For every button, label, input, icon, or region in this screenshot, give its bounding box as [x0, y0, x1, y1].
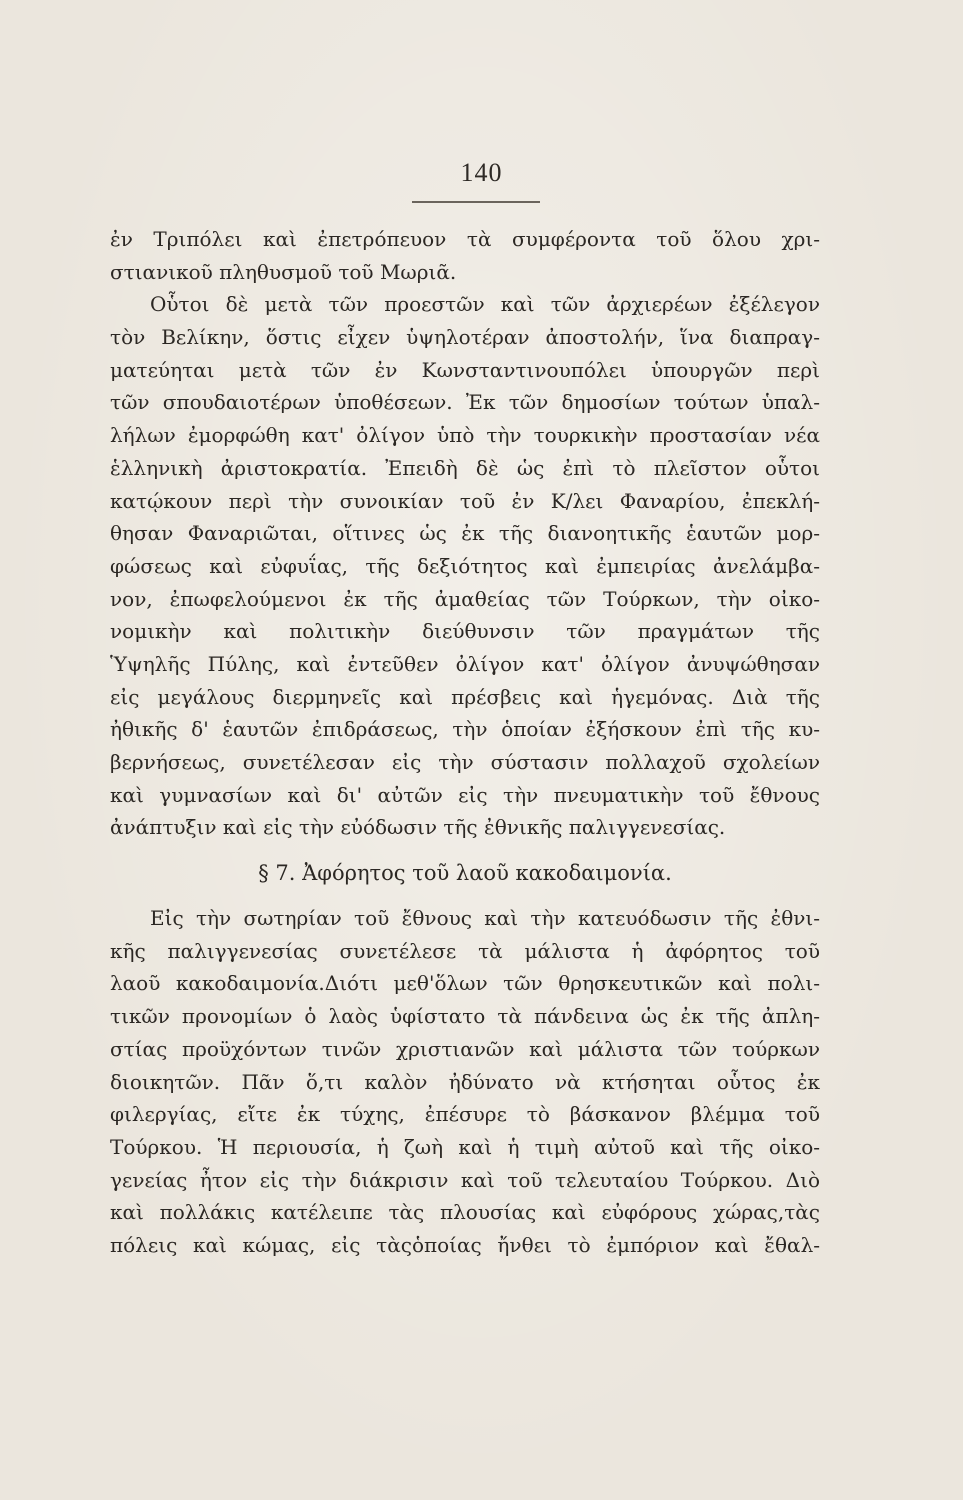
text-line: στίας προϋχόντων τινῶν χριστιανῶν καὶ μάλιστα τῶν τούρκων — [110, 1036, 820, 1061]
text-line: Εἰς τὴν σωτηρίαν τοῦ ἔθνους καὶ τὴν κατευόδωσιν τῆς ἐθνι- — [150, 906, 820, 931]
text-line: εἰς μεγάλους διερμηνεῖς καὶ πρέσβεις καὶ ἡγεμόνας. Διὰ τῆς — [110, 684, 820, 709]
text-line: διοικητῶν. Πᾶν ὅ,τι καλὸν ἠδύνατο νὰ κτήσηται οὗτος ἐκ — [110, 1069, 820, 1094]
text-line: Ὑψηλῆς Πύλης, καὶ ἐντεῦθεν ὀλίγον κατ' ὀλίγον ἀνυψώθησαν — [110, 651, 820, 676]
header-rule — [412, 201, 540, 203]
text-line: νομικὴν καὶ πολιτικὴν διεύθυνσιν τῶν πραγμάτων τῆς — [110, 619, 820, 644]
body-text — [110, 223, 820, 1262]
text-line: τικῶν προνομίων ὁ λαὸς ὑφίστατο τὰ πάνδεινα ὡς ἐκ τῆς ἀπλη- — [110, 1004, 820, 1029]
text-line: τὸν Βελίκην, ὅστις εἶχεν ὑψηλοτέραν ἀποστολήν, ἵνα διαπραγ- — [110, 325, 820, 350]
text-line: ἠθικῆς δ' ἑαυτῶν ἐπιδράσεως, τὴν ὁποίαν ἐξήσκουν ἐπὶ τῆς κυ- — [110, 717, 820, 742]
text-line: φιλεργίας, εἴτε ἐκ τύχης, ἐπέσυρε τὸ βάσκανον βλέμμα τοῦ — [110, 1102, 820, 1127]
text-line: στιανικοῦ πληθυσμοῦ τοῦ Μωριᾶ. — [110, 259, 457, 284]
text-line: λήλων ἐμορφώθη κατ' ὀλίγον ὑπὸ τὴν τουρκικὴν προστασίαν νέα — [110, 423, 820, 448]
text-line: καὶ γυμνασίων καὶ δι' αὐτῶν εἰς τὴν πνευματικὴν τοῦ ἔθνους — [110, 782, 820, 807]
text-line: καὶ πολλάκις κατέλειπε τὰς πλουσίας καὶ εὐφόρους χώρας,τὰς — [110, 1200, 820, 1225]
text-line: λαοῦ κακοδαιμονία.Διότι μεθ'ὅλων τῶν θρησκευτικῶν καὶ πολι- — [110, 971, 820, 996]
section-heading: § 7. Ἀφόρητος τοῦ λαοῦ κακοδαιμονία. — [258, 861, 672, 886]
text-line: κῆς παλιγγενεσίας συνετέλεσε τὰ μάλιστα ἡ ἀφόρητος τοῦ — [110, 938, 820, 963]
text-line: ματεύηται μετὰ τῶν ἐν Κωνσταντινουπόλει ὑπουργῶν περὶ — [110, 357, 820, 382]
text-line: βερνήσεως, συνετέλεσαν εἰς τὴν σύστασιν πολλαχοῦ σχολείων — [110, 750, 820, 774]
text-line: νον, ἐπωφελούμενοι ἐκ τῆς ἀμαθείας τῶν Τούρκων, τὴν οἰκο- — [110, 586, 820, 611]
text-line: κατῴκουν περὶ τὴν συνοικίαν τοῦ ἐν Κ/λει Φαναρίου, ἐπεκλή- — [110, 488, 820, 513]
text-line: πόλεις καὶ κώμας, εἰς τὰςὁποίας ἤνθει τὸ ἐμπόριον καὶ ἔθαλ- — [110, 1232, 820, 1257]
text-line: Τούρκου. Ἡ περιουσία, ἡ ζωὴ καὶ ἡ τιμὴ αὐτοῦ καὶ τῆς οἰκο- — [110, 1134, 820, 1159]
text-line: ἑλληνικὴ ἀριστοκρατία. Ἐπειδὴ δὲ ὡς ἐπὶ τὸ πλεῖστον οὗτοι — [110, 455, 820, 480]
page-number: 140 — [460, 158, 503, 187]
text-line: ἐν Τριπόλει καὶ ἐπετρόπευον τὰ συμφέροντα τοῦ ὅλου χρι- — [110, 227, 820, 251]
text-line: θησαν Φαναριῶται, οἵτινες ὡς ἐκ τῆς διανοητικῆς ἑαυτῶν μορ- — [110, 521, 820, 546]
text-line: γενείας ἦτον εἰς τὴν διάκρισιν καὶ τοῦ τελευταίου Τούρκου. Διὸ — [110, 1167, 820, 1192]
text-line: Οὗτοι δὲ μετὰ τῶν προεστῶν καὶ τῶν ἀρχιερέων ἐξέλεγον — [150, 292, 820, 317]
text-line: φώσεως καὶ εὐφυΐας, τῆς δεξιότητος καὶ ἐμπειρίας ἀνελάμβα- — [110, 553, 820, 578]
text-line: τῶν σπουδαιοτέρων ὑποθέσεων. Ἐκ τῶν δημοσίων τούτων ὑπαλ- — [110, 390, 820, 415]
text-line: ἀνάπτυξιν καὶ εἰς τὴν εὐόδωσιν τῆς ἐθνικῆς παλιγγενεσίας. — [110, 815, 726, 840]
